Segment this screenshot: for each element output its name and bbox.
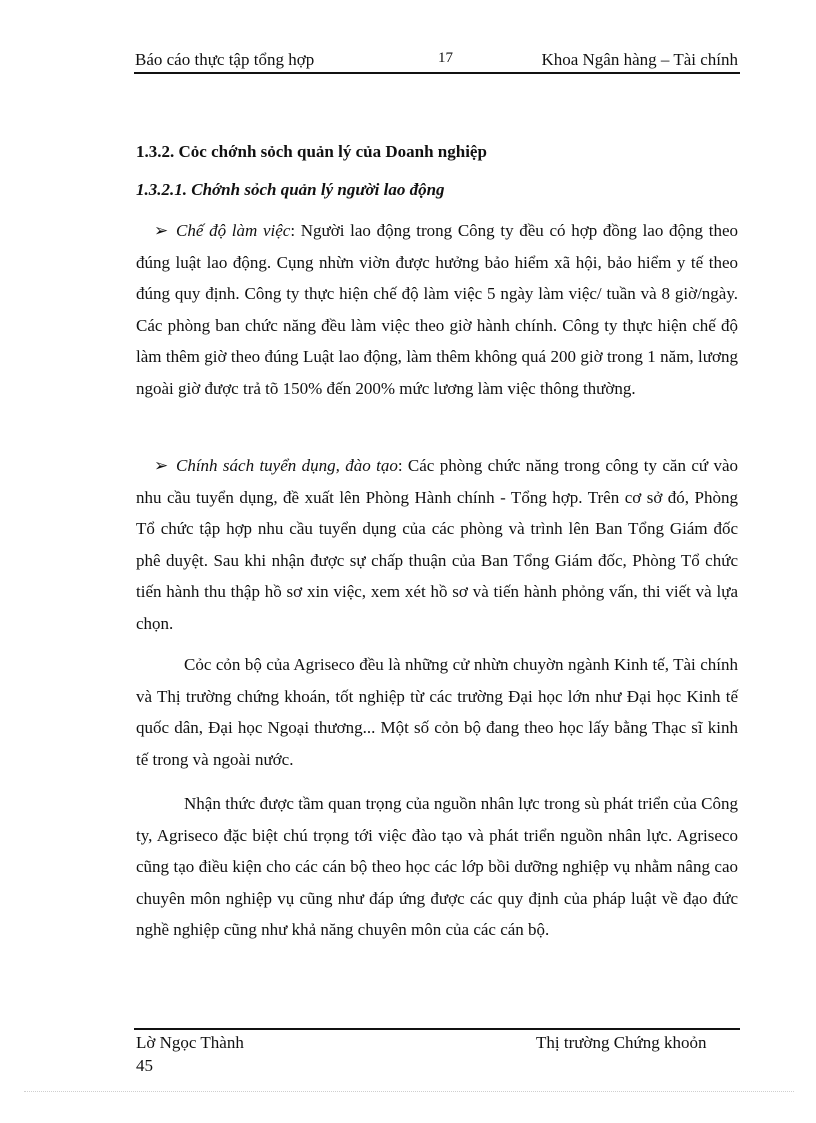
- footer-major: Thị trường Chứng khoỏn: [536, 1033, 707, 1052]
- paragraph-staff-training: [136, 788, 738, 946]
- header-report-title: Báo cáo thực tập tổng hợp: [135, 50, 315, 69]
- paragraph-text: : Người lao động trong Công ty đều có hợp đồng lao động theo đúng luật lao động. Cụng nhừn viờn được hưởng bảo hiểm xã hội, bảo hiểm y tế theo đúng quy định. Công ty thực hiện chế độ làm việc 5 ngày làm việc/ tuần và 8 giờ/ngày. Các phòng ban chức năng đều làm việc theo giờ hành chính. Công ty thực hiện chế độ làm thêm giờ theo đúng Luật lao động, làm thêm không quá 200 giờ trong 1 năm, lương ngoài giờ được trả tõ 150% đến 200% mức lương làm việc thông thường.: [136, 221, 738, 398]
- paragraph-text: Nhận thức được tầm quan trọng của nguồn nhân lực trong sù phát triển của Công ty, Agriseco đặc biệt chú trọng tới việc đào tạo và phát triển nguồn nhân lực. Agriseco cũng tạo điều kiện cho các cán bộ theo học các lớp bồi dưỡng nghiệp vụ nhằm nâng cao chuyên môn nghiệp vụ cũng như đáp ứng được các quy định của pháp luật về đạo đức nghề nghiệp cũng như khả năng chuyên môn của các cán bộ.: [136, 794, 738, 939]
- footer-page-number: 45: [136, 1056, 153, 1075]
- page-header: [134, 48, 740, 74]
- paragraph-label: Chế độ làm việc: [176, 221, 291, 240]
- paragraph-staff-qualifications: [136, 649, 738, 775]
- bullet-arrow-icon: ➢: [154, 456, 169, 475]
- bullet-arrow-icon: ➢: [154, 221, 169, 240]
- section-heading: 1.3.2. Cỏc chớnh sỏch quản lý của Doanh nghiệp: [136, 142, 487, 161]
- paragraph-label: Chính sách tuyển dụng, đào tạo: [176, 456, 398, 475]
- footer-author: Lờ Ngọc Thành: [136, 1033, 244, 1052]
- paragraph-text: : Các phòng chức năng trong công ty căn cứ vào nhu cầu tuyển dụng, đề xuất lên Phòng Hành chính - Tổng hợp. Trên cơ sở đó, Phòng Tổ chức tập hợp nhu cầu tuyển dụng của các phòng và trình lên Ban Tổng Giám đốc phê duyệt. Sau khi nhận được sự chấp thuận của Ban Tổng Giám đốc, Phòng Tổ chức tiến hành thu thập hồ sơ xin việc, xem xét hồ sơ và tiến hành phỏng vấn, thi viết và lựa chọn.: [136, 456, 738, 633]
- paragraph-text: Cỏc cỏn bộ của Agriseco đều là những cử nhừn chuyờn ngành Kinh tế, Tài chính và Thị trường chứng khoán, tốt nghiệp từ các trường Đại học lớn như Đại học Kinh tế quốc dân, Đại học Ngoại thương... Một số cỏn bộ đang theo học lấy bằng Thạc sĩ kinh tế trong và ngoài nước.: [136, 655, 738, 769]
- footer-divider: [134, 1028, 740, 1030]
- paragraph-working-regime: [136, 215, 738, 404]
- subsection-heading: 1.3.2.1. Chớnh sỏch quản lý người lao động: [136, 180, 445, 199]
- paragraph-recruitment-policy: [136, 450, 738, 639]
- header-faculty: Khoa Ngân hàng – Tài chính: [541, 50, 738, 69]
- page-boundary-divider: [24, 1091, 794, 1092]
- header-page-number: 17: [438, 50, 453, 66]
